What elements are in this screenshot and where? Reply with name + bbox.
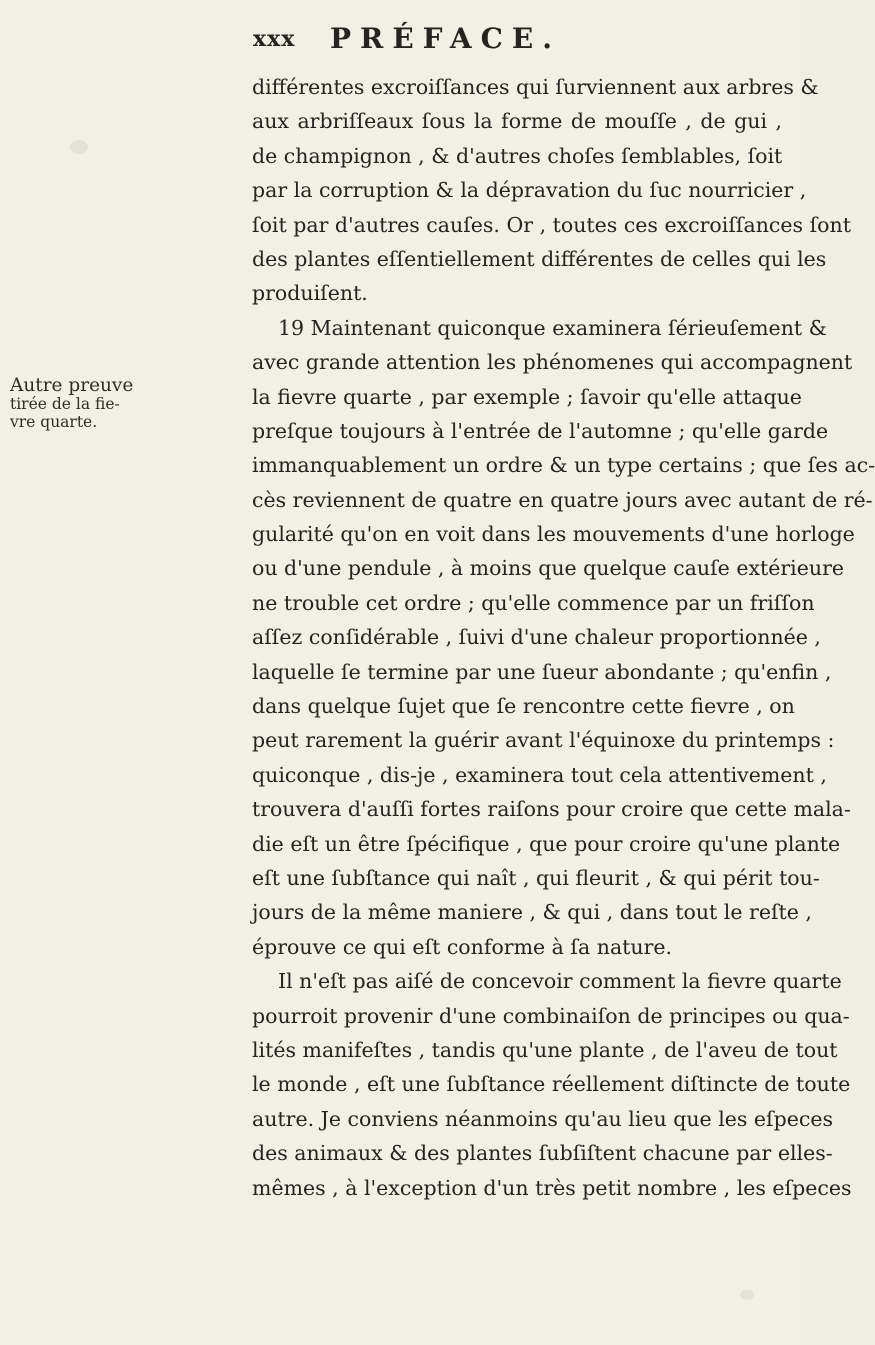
text-line: eſt une ſubſtance qui naît , qui fleurit , & qui périt tou- — [252, 865, 820, 890]
text-line: peut rarement la guérir avant l'équinoxe du printemps : — [252, 728, 835, 753]
paper-stain — [740, 1290, 754, 1300]
text-line: lités manifeſtes , tandis qu'une plante , de l'aveu de tout — [252, 1037, 838, 1062]
text-line: quiconque , dis-je , examinera tout cela attentivement , — [252, 762, 827, 787]
text-line: pourroit provenir d'une combinaiſon de principes ou qua- — [252, 1003, 850, 1028]
body-text — [252, 70, 875, 1205]
text-line: par la corruption & la dépravation du ſuc nourricier , — [252, 178, 807, 203]
text-line: jours de la même maniere , & qui , dans tout le reſte , — [252, 900, 812, 925]
text-line: avec grande attention les phénomenes qui accompagnent — [252, 350, 853, 375]
text-line: ou d'une pendule , à moins que quelque cauſe extérieure — [252, 556, 844, 581]
text-line: die eſt un être ſpécifique , que pour croire qu'une plante — [252, 831, 841, 856]
text-line: autre. Je conviens néanmoins qu'au lieu que les eſpeces — [252, 1106, 834, 1131]
text-line: Il n'eſt pas aiſé de concevoir comment la fievre quarte — [278, 969, 842, 994]
text-line: la fievre quarte , par exemple ; ſavoir qu'elle attaque — [252, 384, 802, 409]
running-title: PRÉFACE. — [330, 22, 562, 55]
text-line: laquelle ſe termine par une ſueur abondante ; qu'enfin , — [252, 659, 832, 684]
text-line: cès reviennent de quatre en quatre jours avec autant de ré- — [252, 487, 873, 512]
page-number: xxx — [253, 26, 296, 52]
text-line: 19 Maintenant quiconque examinera ſérieuſement & — [278, 315, 827, 340]
text-line: ne trouble cet ordre ; qu'elle commence par un friſſon — [252, 590, 815, 615]
margin-note-line: Autre preuve — [10, 375, 134, 396]
text-line: preſque toujours à l'entrée de l'automne ; qu'elle garde — [252, 418, 829, 443]
text-line: éprouve ce qui eſt conforme à ſa nature. — [252, 934, 673, 959]
margin-note-line: vre quarte. — [10, 413, 98, 431]
text-line: des animaux & des plantes ſubſiſtent chacune par elles- — [252, 1141, 833, 1166]
text-line: de champignon , & d'autres choſes ſemblables, ſoit — [252, 143, 783, 168]
page-header — [0, 22, 800, 58]
text-line: aſſez conſidérable , ſuivi d'une chaleur proportionnée , — [252, 625, 821, 650]
text-line: des plantes eſſentiellement différentes de celles qui les — [252, 246, 827, 271]
text-line: différentes excroiſſances qui ſurviennent aux arbres & — [252, 75, 819, 99]
text-line: aux arbriſſeaux ſous la forme de mouſſe , de gui , — [252, 109, 782, 134]
text-line: mêmes , à l'exception d'un très petit nombre , les eſpeces — [252, 1175, 852, 1200]
text-line: gularité qu'on en voit dans les mouvements d'une horloge — [252, 522, 855, 547]
margin-note — [10, 375, 134, 431]
text-line: trouvera d'auſſi fortes raiſons pour croire que cette mala- — [252, 797, 851, 822]
text-line: ſoit par d'autres cauſes. Or , toutes ces excroiſſances ſont — [252, 212, 851, 237]
text-line: immanquablement un ordre & un type certains ; que ſes ac- — [252, 453, 875, 478]
margin-note-line: tirée de la fie- — [10, 395, 120, 413]
text-line: produiſent. — [252, 281, 368, 306]
paper-stain — [70, 140, 88, 154]
text-line: le monde , eſt une ſubſtance réellement diſtincte de toute — [252, 1072, 851, 1097]
text-line: dans quelque ſujet que ſe rencontre cette fievre , on — [252, 694, 795, 719]
